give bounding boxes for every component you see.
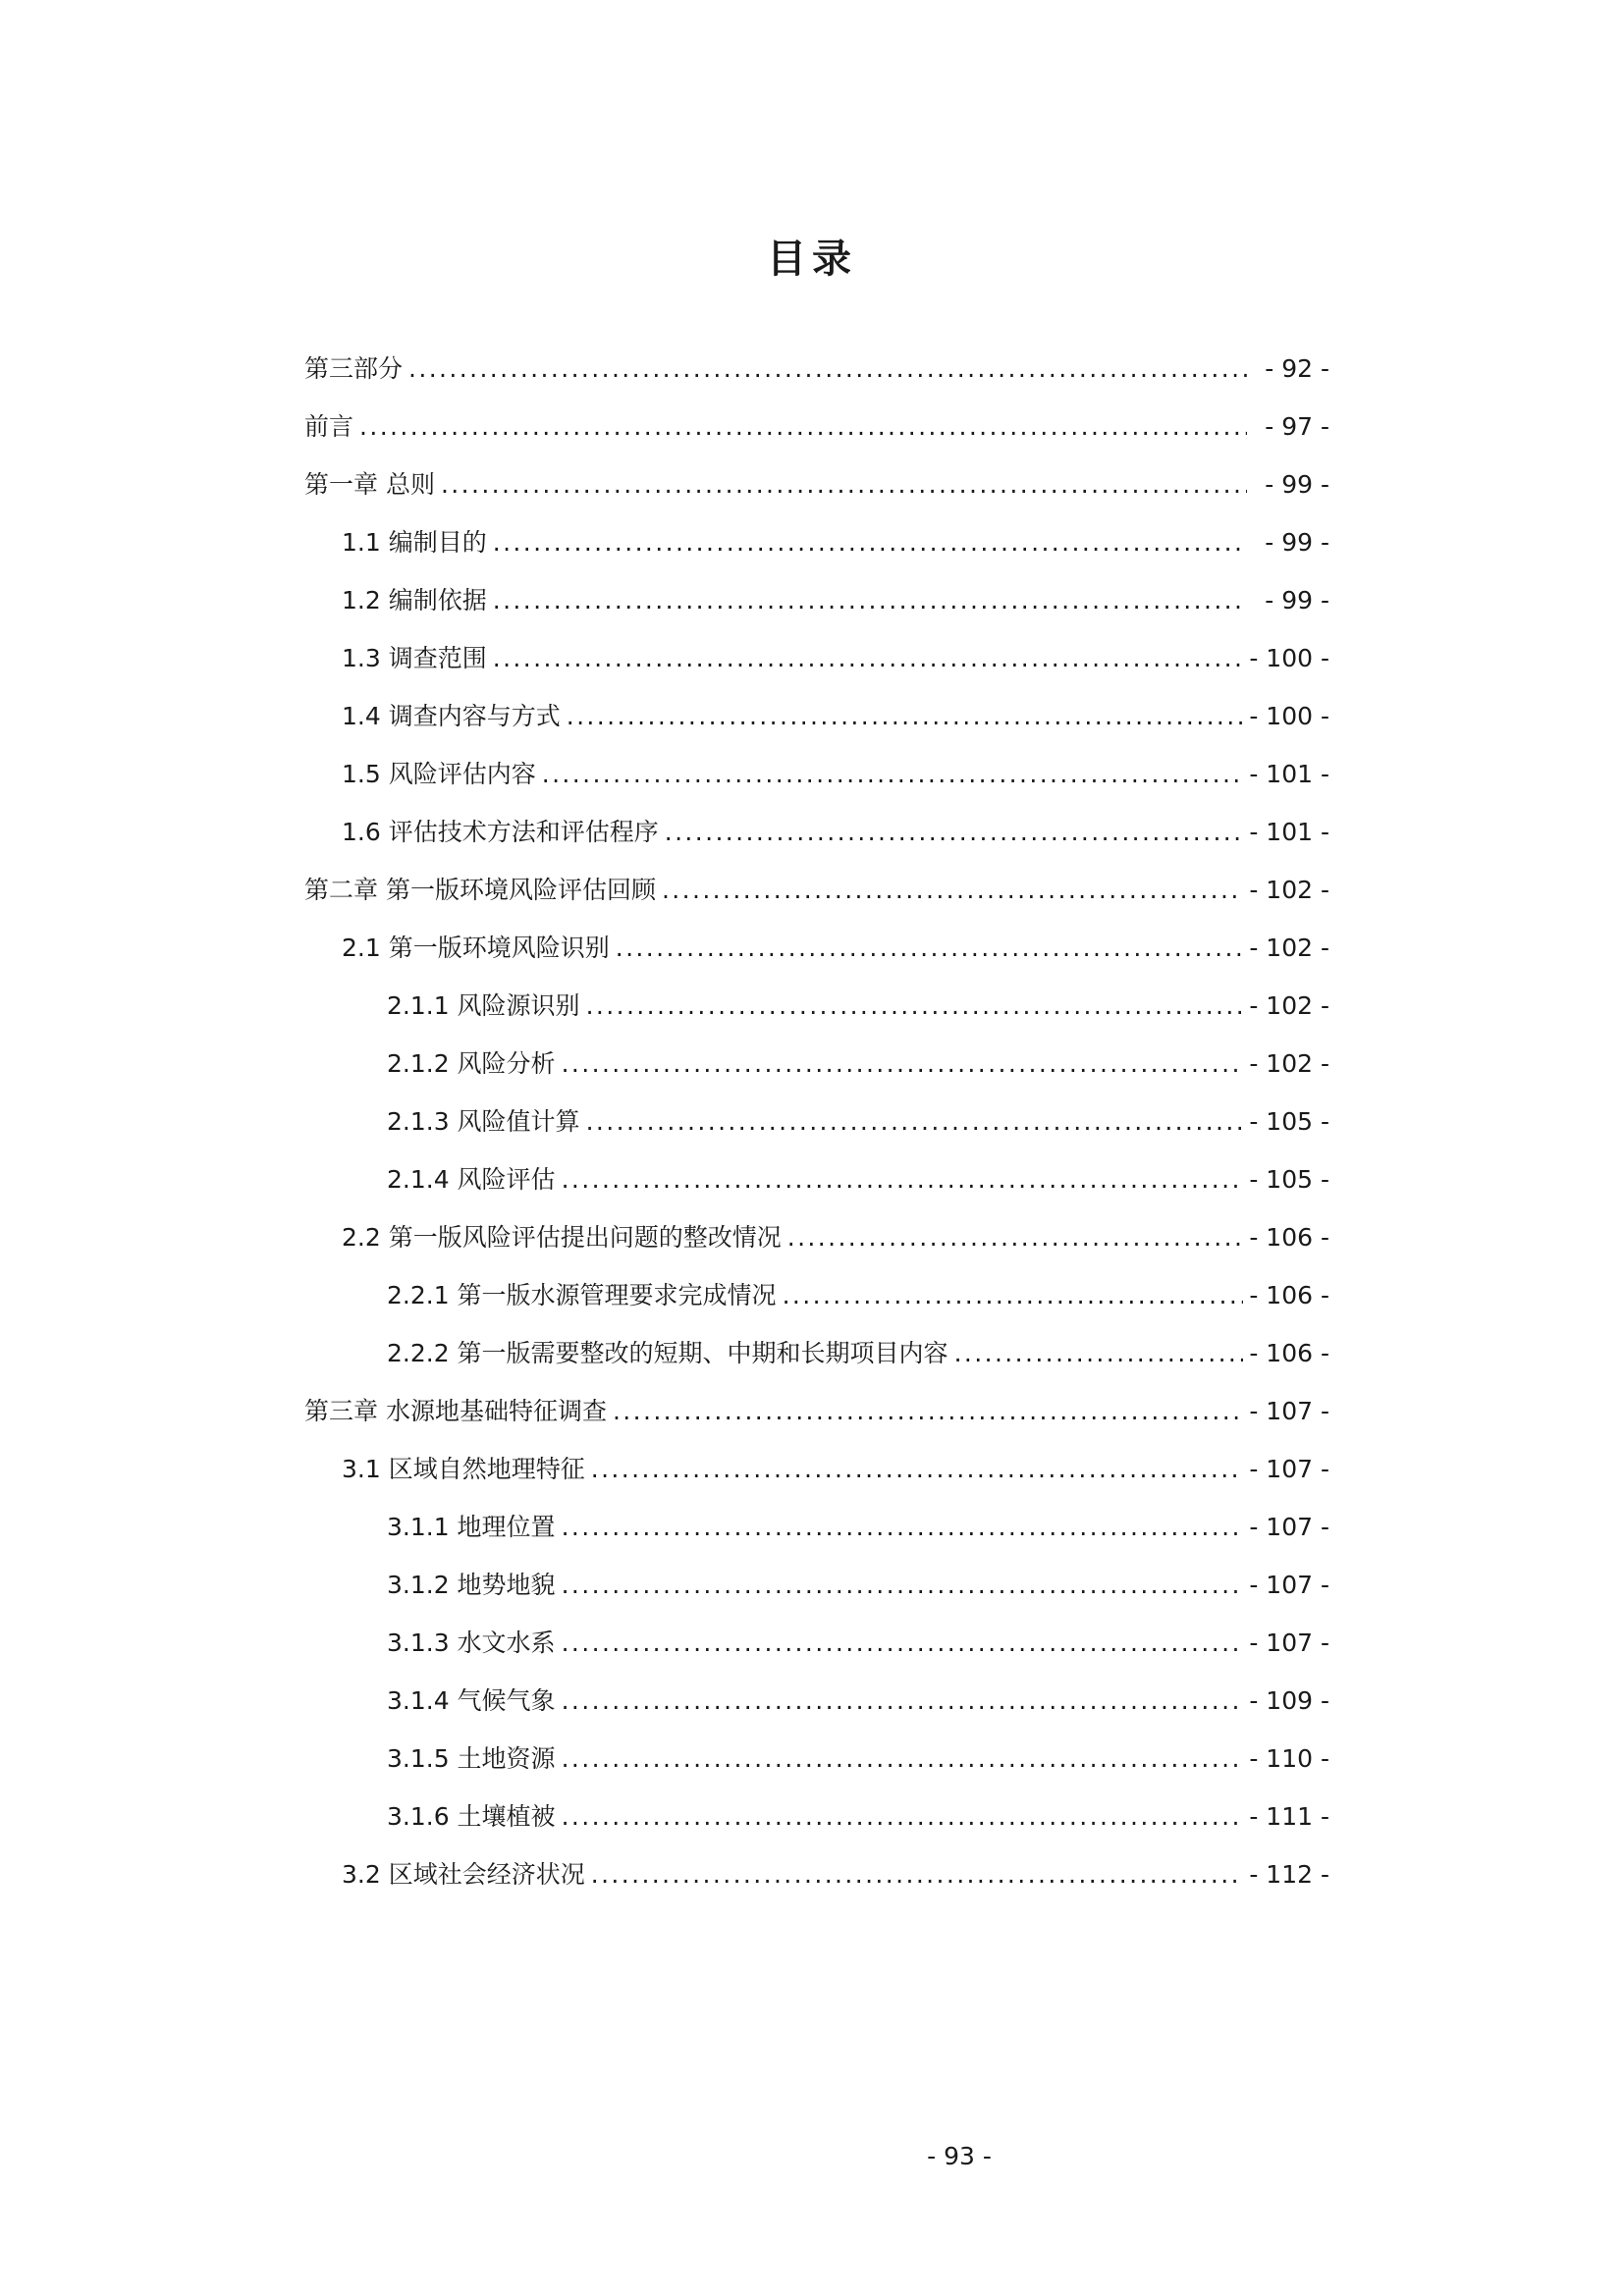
toc-leader-dots: [613, 1402, 1243, 1423]
toc-entry-page-number: - 99 -: [1265, 470, 1329, 499]
toc-entry-label: 3.1.6 土壤植被: [387, 1802, 556, 1831]
toc-entry[interactable]: [342, 1225, 1329, 1250]
toc-entry[interactable]: [387, 1283, 1329, 1308]
toc-leader-dots: [562, 1749, 1244, 1771]
toc-entry-label: 3.2 区域社会经济状况: [342, 1860, 585, 1889]
toc-entry[interactable]: [304, 356, 1329, 381]
toc-entry-label: 2.2.1 第一版水源管理要求完成情况: [387, 1281, 777, 1309]
toc-entry[interactable]: [342, 1457, 1329, 1481]
toc-leader-dots: [586, 1112, 1244, 1134]
toc-entry[interactable]: [342, 935, 1329, 960]
toc-entry[interactable]: [387, 1688, 1329, 1713]
toc-entry[interactable]: [387, 1573, 1329, 1597]
toc-entry-page-number: - 106 -: [1249, 1281, 1329, 1309]
toc-entry[interactable]: [342, 646, 1329, 670]
toc-leader-dots: [616, 938, 1244, 960]
toc-entry-page-number: - 100 -: [1249, 702, 1329, 730]
toc-entry-page-number: - 107 -: [1249, 1455, 1329, 1483]
toc-entry[interactable]: [387, 1341, 1329, 1365]
toc-entry-page-number: - 102 -: [1249, 991, 1329, 1020]
toc-entry[interactable]: [387, 1630, 1329, 1655]
toc-entry-page-number: - 99 -: [1265, 586, 1329, 614]
toc-entry-label: 第一章 总则: [304, 470, 435, 499]
toc-entry[interactable]: [304, 472, 1329, 497]
toc-leader-dots: [493, 533, 1247, 555]
toc-entry[interactable]: [387, 993, 1329, 1018]
toc-entry-page-number: - 92 -: [1265, 354, 1329, 383]
toc-leader-dots: [408, 359, 1247, 381]
toc-entry-label: 1.5 风险评估内容: [342, 760, 536, 788]
toc-entry[interactable]: [304, 1399, 1329, 1423]
toc-leader-dots: [441, 475, 1247, 497]
page-number: - 93 -: [927, 2142, 992, 2170]
toc-entry-page-number: - 112 -: [1249, 1860, 1329, 1889]
toc-leader-dots: [562, 1054, 1244, 1076]
toc-entry-label: 3.1.2 地势地貌: [387, 1571, 556, 1599]
toc-leader-dots: [783, 1286, 1244, 1308]
toc-entry-page-number: - 105 -: [1249, 1165, 1329, 1194]
toc-entry[interactable]: [304, 878, 1329, 902]
toc-entry[interactable]: [387, 1109, 1329, 1134]
toc-entry[interactable]: [342, 762, 1329, 786]
toc-entry[interactable]: [342, 588, 1329, 613]
toc-entry-label: 2.1.3 风险值计算: [387, 1107, 580, 1136]
toc-leader-dots: [562, 1633, 1244, 1655]
toc-entry-page-number: - 106 -: [1249, 1223, 1329, 1252]
toc-entry-page-number: - 102 -: [1249, 1049, 1329, 1078]
toc-entry-page-number: - 107 -: [1249, 1513, 1329, 1541]
toc-entry-page-number: - 99 -: [1265, 528, 1329, 557]
toc-entry-page-number: - 102 -: [1249, 934, 1329, 962]
toc-entry-label: 第三章 水源地基础特征调查: [304, 1397, 607, 1425]
toc-entry-label: 1.6 评估技术方法和评估程序: [342, 818, 659, 846]
toc-leader-dots: [954, 1344, 1244, 1365]
toc-entry[interactable]: [304, 414, 1329, 439]
toc-leader-dots: [662, 881, 1243, 902]
toc-leader-dots: [567, 707, 1244, 728]
toc-entry-page-number: - 105 -: [1249, 1107, 1329, 1136]
page-footer: [0, 2142, 1624, 2170]
toc-entry-label: 前言: [304, 412, 354, 441]
toc-entry-page-number: - 111 -: [1249, 1802, 1329, 1831]
toc-leader-dots: [562, 1518, 1244, 1539]
toc-entry-page-number: - 107 -: [1249, 1397, 1329, 1425]
toc-entry-label: 3.1.5 土地资源: [387, 1744, 556, 1773]
toc-entry-label: 1.4 调查内容与方式: [342, 702, 561, 730]
toc-entry-page-number: - 100 -: [1249, 644, 1329, 672]
toc-entry-label: 2.2 第一版风险评估提出问题的整改情况: [342, 1223, 782, 1252]
toc-entry-label: 第三部分: [304, 354, 404, 383]
toc-leader-dots: [493, 591, 1247, 613]
toc-entry-label: 3.1.1 地理位置: [387, 1513, 556, 1541]
toc-entry-label: 3.1 区域自然地理特征: [342, 1455, 585, 1483]
toc-entry-page-number: - 97 -: [1265, 412, 1329, 441]
toc-entry[interactable]: [387, 1515, 1329, 1539]
toc-entry-label: 3.1.4 气候气象: [387, 1686, 556, 1715]
toc-entry[interactable]: [387, 1167, 1329, 1192]
toc-entry[interactable]: [342, 530, 1329, 555]
toc-entry[interactable]: [387, 1051, 1329, 1076]
toc-entry-page-number: - 107 -: [1249, 1571, 1329, 1599]
toc-leader-dots: [359, 417, 1247, 439]
toc-entry-label: 1.1 编制目的: [342, 528, 487, 557]
toc-leader-dots: [562, 1575, 1244, 1597]
toc-leader-dots: [562, 1807, 1244, 1829]
toc-leader-dots: [562, 1691, 1244, 1713]
toc-entry-page-number: - 101 -: [1249, 760, 1329, 788]
toc-entry-page-number: - 110 -: [1249, 1744, 1329, 1773]
toc-entry-page-number: - 101 -: [1249, 818, 1329, 846]
table-of-contents: [0, 356, 1624, 1887]
toc-entry-label: 2.1.2 风险分析: [387, 1049, 556, 1078]
toc-entry-page-number: - 109 -: [1249, 1686, 1329, 1715]
toc-leader-dots: [562, 1170, 1244, 1192]
page-title: 目录: [767, 237, 857, 282]
toc-entry[interactable]: [342, 1862, 1329, 1887]
toc-entry-page-number: - 102 -: [1249, 876, 1329, 904]
toc-entry-label: 1.2 编制依据: [342, 586, 487, 614]
toc-entry[interactable]: [387, 1804, 1329, 1829]
toc-entry-label: 2.2.2 第一版需要整改的短期、中期和长期项目内容: [387, 1339, 948, 1367]
toc-entry[interactable]: [342, 820, 1329, 844]
toc-entry-label: 2.1.4 风险评估: [387, 1165, 556, 1194]
toc-leader-dots: [586, 996, 1244, 1018]
toc-leader-dots: [542, 765, 1244, 786]
toc-leader-dots: [591, 1460, 1244, 1481]
toc-entry-page-number: - 106 -: [1249, 1339, 1329, 1367]
toc-entry-label: 1.3 调查范围: [342, 644, 487, 672]
toc-leader-dots: [591, 1865, 1244, 1887]
toc-entry-page-number: - 107 -: [1249, 1629, 1329, 1657]
toc-entry-label: 2.1 第一版环境风险识别: [342, 934, 610, 962]
toc-entry-label: 第二章 第一版环境风险评估回顾: [304, 876, 656, 904]
toc-leader-dots: [665, 823, 1244, 844]
toc-leader-dots: [787, 1228, 1244, 1250]
toc-entry-label: 2.1.1 风险源识别: [387, 991, 580, 1020]
toc-entry[interactable]: [342, 704, 1329, 728]
toc-entry[interactable]: [387, 1746, 1329, 1771]
toc-entry-label: 3.1.3 水文水系: [387, 1629, 556, 1657]
toc-leader-dots: [493, 649, 1244, 670]
